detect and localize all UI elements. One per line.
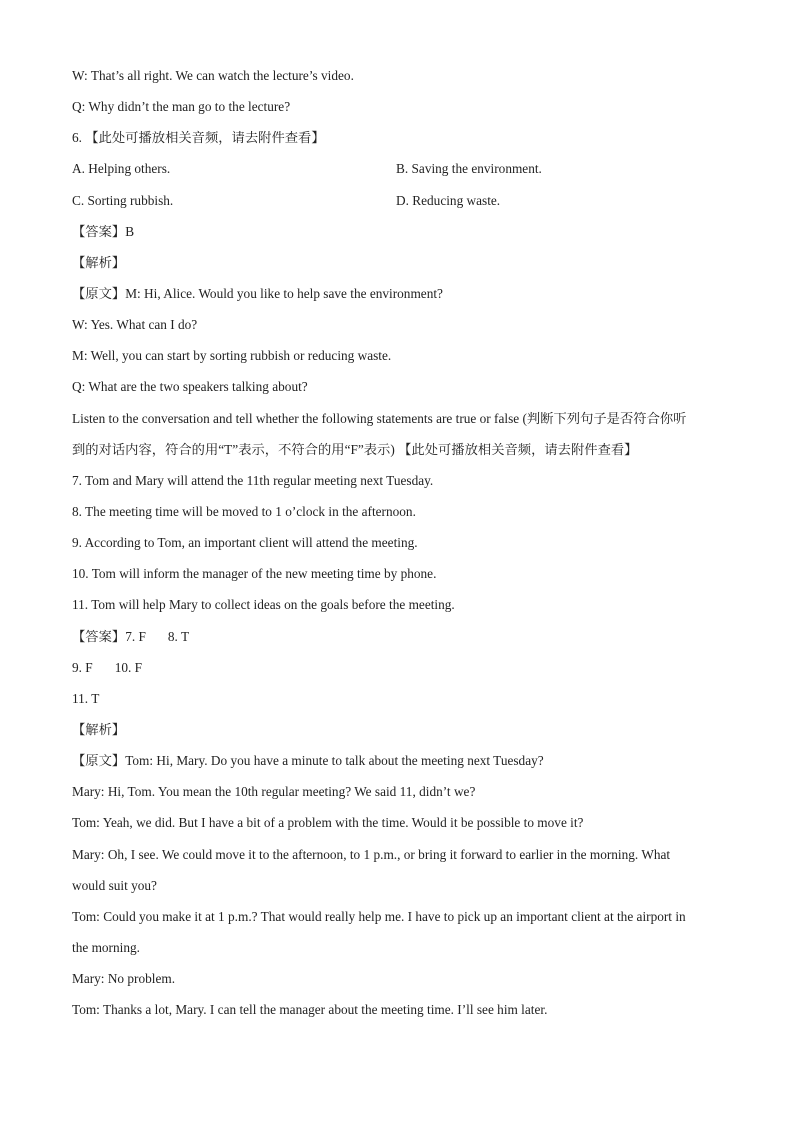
q6-transcript-line [72, 282, 724, 313]
transcript-line: Q: What are the two speakers talking about? [72, 379, 308, 395]
section2-instruction: 到的对话内容，符合的用“T”表示，不符合的用“F”表示) 【此处可播放相关音频，请去附件查看】 [72, 441, 638, 457]
statement: 7. Tom and Mary will attend the 11th regular meeting next Tuesday. [72, 472, 434, 488]
section2-analysis-label: 【解析】 [72, 721, 126, 737]
section2-answer-row [72, 656, 724, 687]
transcript-line: Mary: Oh, I see. We could move it to the afternoon, to 1 p.m., or bring it forward to earlier in the morning. What [72, 846, 671, 862]
answer-label: 【答案】 [72, 628, 126, 644]
statement: 11. Tom will help Mary to collect ideas on the goals before the meeting. [72, 597, 455, 613]
option-c: C. Sorting rubbish. [72, 192, 174, 208]
option-b: B. Saving the environment. [396, 161, 542, 177]
section2-transcript-line [72, 749, 724, 780]
q6-options-row-2 [72, 189, 724, 220]
transcript-line: Tom: Thanks a lot, Mary. I can tell the manager about the meeting time. I’ll see him later. [72, 1002, 548, 1018]
transcript-line: M: Well, you can start by sorting rubbish or reducing waste. [72, 348, 392, 364]
dialogue-line: W: That’s all right. We can watch the lecture’s video. [72, 68, 354, 83]
statement: 8. The meeting time will be moved to 1 o’clock in the afternoon. [72, 503, 416, 519]
answer-label: 【答案】 [72, 223, 126, 239]
transcript-line: would suit you? [72, 877, 157, 893]
section2-instruction: Listen to the conversation and tell whether the following statements are true or false (判断下列句子是否符合你听 [72, 410, 687, 426]
section2-answer-row [72, 625, 724, 656]
option-a: A. Helping others. [72, 161, 171, 177]
option-d: D. Reducing waste. [396, 192, 501, 208]
q6-header: 6. 【此处可播放相关音频，请去附件查看】 [72, 130, 325, 146]
transcript-line: W: Yes. What can I do? [72, 317, 198, 333]
transcript-line: Mary: Hi, Tom. You mean the 10th regular meeting? We said 11, didn’t we? [72, 784, 476, 800]
transcript-line: Tom: Could you make it at 1 p.m.? That would really help me. I have to pick up an important client at the airport in [72, 908, 686, 924]
transcript-text: Tom: Hi, Mary. Do you have a minute to talk about the meeting next Tuesday? [125, 753, 544, 769]
answer-10: 10. F [114, 659, 143, 675]
transcript-text: M: Hi, Alice. Would you like to help save the environment? [125, 285, 443, 301]
transcript-line: Tom: Yeah, we did. But I have a bit of a problem with the time. Would it be possible to move it? [72, 815, 584, 831]
section2-answer-row [72, 687, 724, 718]
answer-8: 8. T [167, 628, 190, 644]
question-line: Q: Why didn’t the man go to the lecture? [72, 99, 291, 115]
statement: 9. According to Tom, an important client will attend the meeting. [72, 535, 418, 551]
document-page [72, 64, 724, 1029]
answer-11: 11. T [72, 690, 100, 706]
q6-options-row-1 [72, 157, 724, 188]
transcript-line: the morning. [72, 939, 140, 955]
statement: 10. Tom will inform the manager of the new meeting time by phone. [72, 566, 437, 582]
transcript-label: 【原文】 [72, 753, 126, 769]
answer-9: 9. F [72, 659, 93, 675]
answer-value: B [125, 223, 135, 239]
transcript-label: 【原文】 [72, 285, 126, 301]
transcript-line: Mary: No problem. [72, 971, 176, 987]
answer-7: 7. F [125, 628, 146, 644]
q6-analysis-label: 【解析】 [72, 254, 126, 270]
q6-answer [72, 220, 724, 251]
